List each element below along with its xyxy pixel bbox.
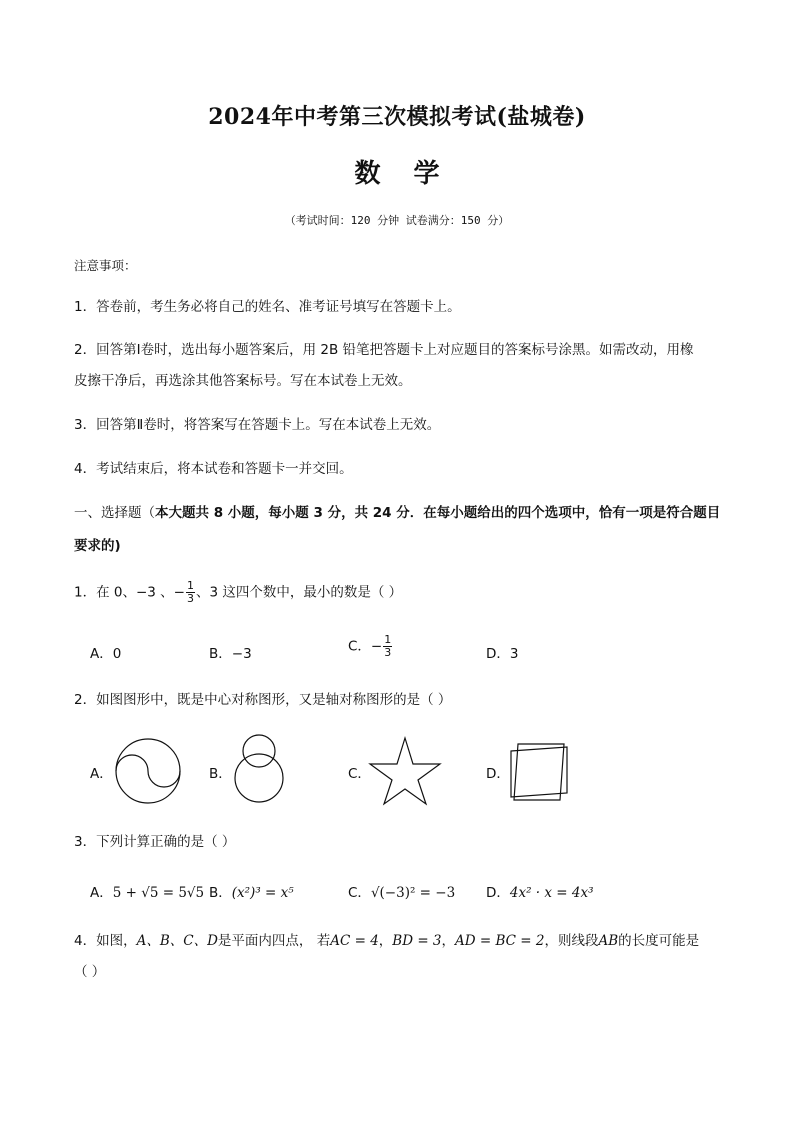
q3-option-b-label: B．	[209, 885, 232, 901]
q4-sep-2: ，	[441, 933, 456, 949]
q3-option-b	[209, 881, 294, 901]
q2-option-d-label: D．	[486, 766, 510, 782]
q1-option-a: A．0	[90, 646, 122, 662]
q1-frac-num: 1	[186, 579, 194, 592]
q1-option-c	[348, 634, 393, 659]
q4-cond-ac: AC = 4	[330, 933, 379, 949]
q2-option-a-label: A．	[90, 766, 113, 782]
q1-option-b: B．−3	[209, 646, 252, 662]
section-1-rules: 本大题共 8 小题，每小题 3 分，共 24 分．在每小题给出的四个选项中，恰有一项是符合题目	[155, 505, 721, 521]
exam-title: 2024年中考第三次模拟考试(盐城卷)	[208, 104, 586, 130]
rotated-squares-figure	[510, 743, 568, 801]
q1-option-c-den: 3	[384, 646, 392, 659]
q3-option-d-label: D．	[486, 885, 510, 901]
q3-option-b-expr: (x²)³ = x⁵	[231, 885, 294, 901]
q3-option-d-expr: 4x² · x = 4x³	[509, 885, 594, 901]
notes-heading: 注意事项：	[74, 258, 137, 273]
q4-suffix: ，则线段	[544, 933, 599, 949]
note-item-2: 2．回答第Ⅰ卷时，选出每小题答案后，用 2B 铅笔把答题卡上对应题目的答案标号涂黑。如需改动，用橡	[74, 342, 694, 358]
q3-option-c-label: C．	[348, 885, 371, 901]
q1-option-c-num: 1	[384, 633, 392, 646]
q4-end: 的长度可能是	[618, 933, 700, 949]
yin-yang-figure	[115, 738, 181, 804]
note-item-4: 4．考试结束后，将本试卷和答题卡一并交回。	[74, 461, 353, 477]
q1-option-c-prefix: C．−	[348, 638, 383, 655]
note-item-1: 1．答卷前，考生务必将自己的姓名、准考证号填写在答题卡上。	[74, 299, 461, 315]
q1-frac-den: 3	[186, 592, 194, 605]
q4-sep-1: ，	[378, 933, 393, 949]
q1-prefix: 1．在 0、−3 、−	[74, 584, 185, 601]
q1-suffix: 、3 这四个数中，最小的数是（ ）	[195, 584, 403, 601]
q1-option-d: D．3	[486, 646, 519, 662]
q3-option-a-expr: 5 + √5 = 5√5	[112, 885, 205, 901]
question-1-stem	[74, 580, 402, 605]
two-circles-figure	[234, 733, 286, 808]
section-1-heading	[74, 502, 720, 524]
q3-option-c	[348, 881, 455, 901]
question-4-stem	[74, 930, 699, 952]
q4-mid: 是平面内四点， 若	[217, 933, 331, 949]
q4-prefix: 4．如图，	[74, 933, 137, 949]
q2-option-c-label: C．	[348, 766, 371, 782]
q3-option-c-expr: √(−3)² = −3	[370, 885, 456, 901]
q4-cond-bd: BD = 3	[392, 933, 442, 949]
question-2-stem: 2．如图图形中，既是中心对称图形，又是轴对称图形的是（ ）	[74, 692, 452, 708]
subject-title: 数 学	[354, 159, 440, 189]
question-3-stem: 3．下列计算正确的是（ ）	[74, 834, 236, 850]
q4-segment: AB	[598, 933, 619, 949]
note-item-2-cont: 皮擦干净后，再选涂其他答案标号。写在本试卷上无效。	[74, 373, 412, 389]
q4-cond-ad-bc: AD = BC = 2	[455, 933, 545, 949]
q2-option-b-label: B．	[209, 766, 232, 782]
q4-points: A、B、C、D	[136, 933, 218, 949]
note-item-3: 3．回答第Ⅱ卷时，将答案写在答题卡上。写在本试卷上无效。	[74, 417, 441, 433]
q1-option-c-fraction	[383, 634, 392, 659]
section-1-prefix: 一、选择题（	[74, 505, 155, 521]
question-4-answer-blank: （ ）	[74, 964, 106, 980]
section-1-heading-cont: 要求的)	[74, 538, 121, 554]
star-figure	[370, 737, 442, 805]
exam-time-info: （考试时间：120 分钟 试卷满分：150 分）	[284, 214, 510, 227]
q1-fraction	[186, 580, 195, 605]
q3-option-d	[486, 881, 594, 901]
q3-option-a	[90, 881, 204, 901]
q3-option-a-label: A．	[90, 885, 113, 901]
